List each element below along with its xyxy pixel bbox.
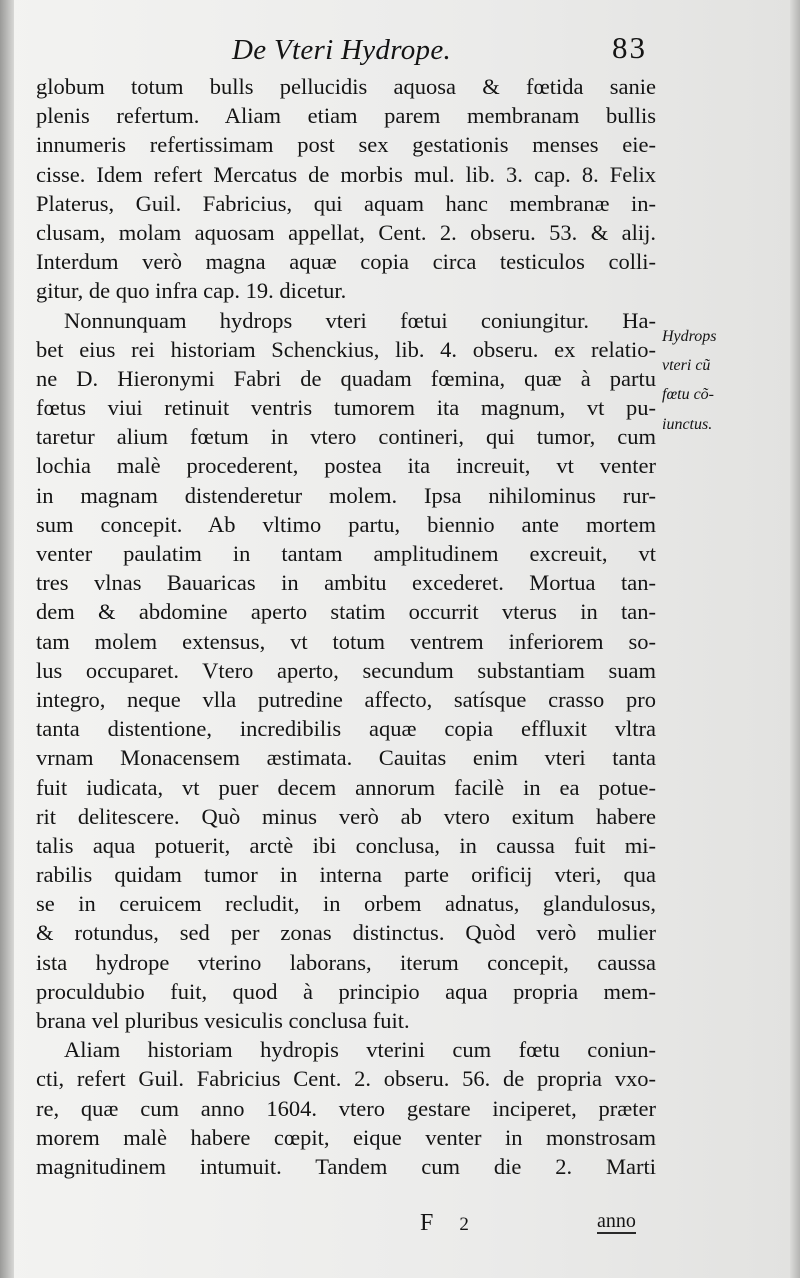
text-line: cti, refert Guil. Fabricius Cent. 2. obseru. 56. de propria vxo- xyxy=(36,1066,656,1092)
text-line: innumeris refertissimam post sex gestationis menses eie- xyxy=(36,132,656,158)
text-line: bet eius rei historiam Schenckius, lib. 4. obseru. ex relatio- xyxy=(36,336,656,362)
text-line: venter paulatim in tantam amplitudinem excreuit, vt xyxy=(36,541,656,566)
running-title: De Vteri Hydrope. xyxy=(232,34,452,66)
text-line: fœtus viui retinuit ventris tumorem ita magnum, vt pu- xyxy=(36,395,656,421)
margin-note-line: vteri cũ xyxy=(662,357,711,375)
margin-note-line: iunctus. xyxy=(662,415,713,433)
margin-note xyxy=(662,322,772,439)
page-left-edge-shadow xyxy=(0,0,14,1278)
text-line: rabilis quidam tumor in interna parte orificij vteri, qua xyxy=(36,862,656,888)
text-line: integro, neque vlla putredine affecto, satísque crasso pro xyxy=(36,686,656,712)
margin-note-line: fœtu cõ- xyxy=(662,386,714,404)
signature-number: 2 xyxy=(459,1214,469,1235)
page-right-edge-shadow xyxy=(790,0,800,1278)
page-footer xyxy=(0,1210,800,1240)
text-line: tres vlnas Bauaricas in ambitu excederet. Mortua tan- xyxy=(36,570,656,596)
signature-letter: F xyxy=(420,1210,434,1236)
text-line: dem & abdomine aperto statim occurrit vterus in tan- xyxy=(36,599,656,625)
text-line: plenis refertum. Aliam etiam parem membranam bullis xyxy=(36,103,656,129)
text-line: lus occuparet. Vtero aperto, secundum substantiam suam xyxy=(36,657,656,683)
signature-mark xyxy=(420,1210,469,1237)
text-line: rit delitescere. Quò minus verò ab vtero exitum habere xyxy=(36,803,656,829)
text-line: tam molem extensus, vt totum ventrem inferiorem so- xyxy=(36,628,656,654)
text-line: re, quæ cum anno 1604. vtero gestare inciperet, præter xyxy=(36,1095,656,1121)
text-line: ista hydrope vterino laborans, iterum concepit, caussa xyxy=(36,949,656,975)
text-line: fuit iudicata, vt puer decem annorum facilè in ea potue- xyxy=(36,774,656,800)
text-line: sum concepit. Ab vltimo partu, biennio ante mortem xyxy=(36,511,656,537)
text-line: ne D. Hieronymi Fabri de quadam fœmina, quæ à partu xyxy=(36,365,656,391)
margin-note-line: Hydrops xyxy=(662,328,717,345)
text-line: magnitudinem intumuit. Tandem cum die 2. Marti xyxy=(36,1153,656,1179)
text-line: & rotundus, sed per zonas distinctus. Quòd verò mulier xyxy=(36,920,656,946)
text-line: vrnam Monacensem æstimata. Cauitas enim vteri tanta xyxy=(36,745,656,771)
text-line: se in ceruicem recludit, in orbem adnatus, glandulosus, xyxy=(36,891,656,917)
text-line: Platerus, Guil. Fabricius, qui aquam hanc membranæ in- xyxy=(36,190,656,216)
text-line: cisse. Idem refert Mercatus de morbis mul. lib. 3. cap. 8. Felix xyxy=(36,161,656,187)
text-line: in magnam distenderetur molem. Ipsa nihilominus rur- xyxy=(36,482,656,508)
text-line: taretur alium fœtum in vtero contineri, qui tumor, cum xyxy=(36,424,656,450)
text-line: Aliam historiam hydropis vterini cum fœtu coniun- xyxy=(64,1037,656,1063)
text-line: proculdubio fuit, quod à principio aqua propria mem- xyxy=(36,978,656,1004)
text-line: morem malè habere cœpit, eique venter in monstrosam xyxy=(36,1124,656,1150)
catchword: anno xyxy=(597,1210,636,1232)
page-number: 83 xyxy=(612,30,647,65)
text-line: Interdum verò magna aquæ copia circa testiculos colli- xyxy=(36,249,656,275)
text-line: tanta distentione, incredibilis aquæ copia effluxit vltra xyxy=(36,716,656,742)
text-line: gitur, de quo infra cap. 19. dicetur. xyxy=(36,278,347,304)
text-line: brana vel pluribus vesiculis conclusa fuit. xyxy=(36,1008,410,1033)
text-line: talis aqua potuerit, arctè ibi conclusa, in caussa fuit mi- xyxy=(36,832,656,858)
text-line: Nonnunquam hydrops vteri fœtui coniungitur. Ha- xyxy=(64,307,656,333)
running-head xyxy=(0,30,800,74)
text-line: clusam, molam aquosam appellat, Cent. 2. obseru. 53. & alij. xyxy=(36,219,656,245)
body-text xyxy=(36,72,656,1181)
text-line: globum totum bulls pellucidis aquosa & fœtida sanie xyxy=(36,74,656,99)
text-line: lochia malè procederent, postea ita increuit, vt venter xyxy=(36,453,656,479)
